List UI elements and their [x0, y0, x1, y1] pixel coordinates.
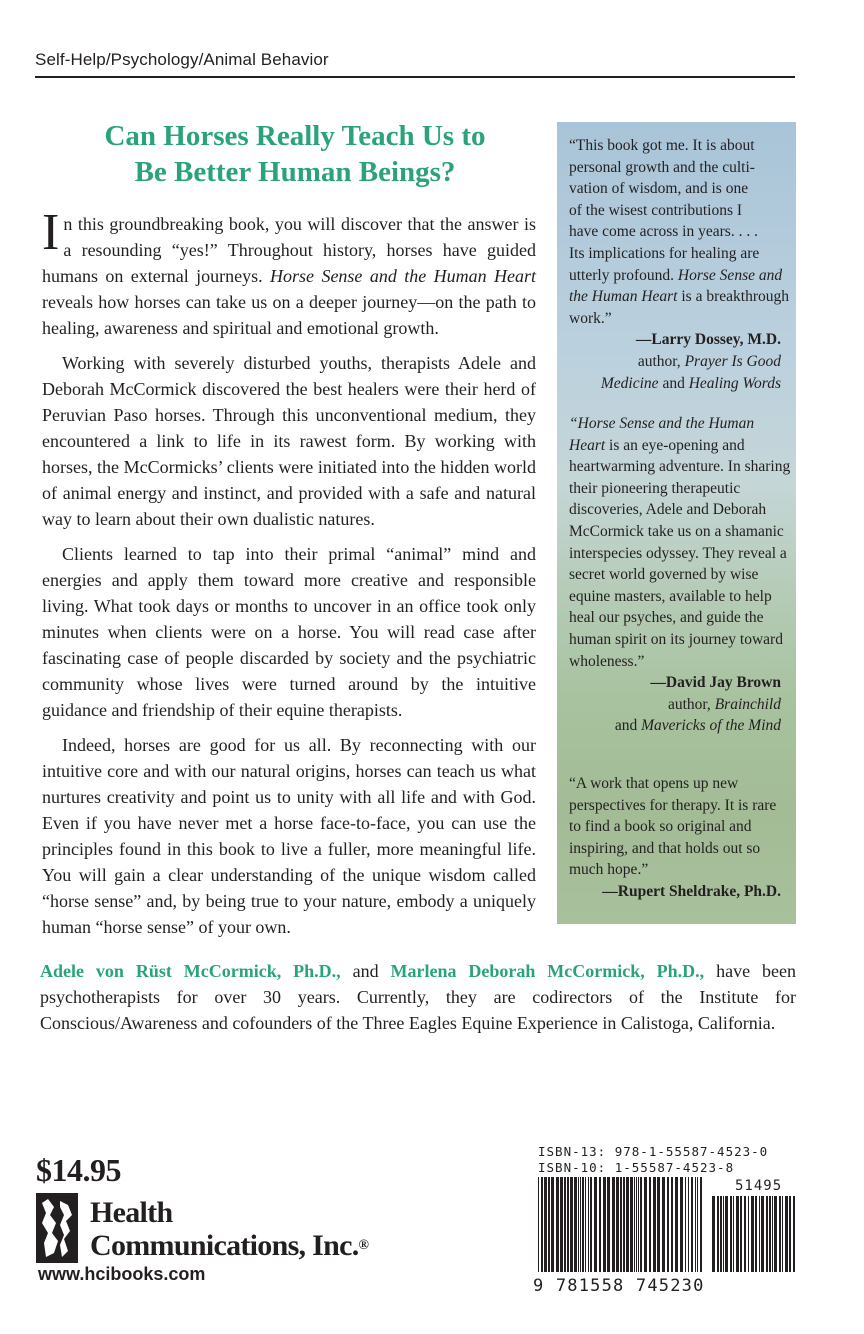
barcode-bar: [580, 1177, 581, 1272]
barcode-bar: [564, 1177, 566, 1272]
q3-attribution-name: —Rupert Sheldrake, Ph.D.: [602, 882, 781, 900]
description-paragraph-1: [42, 204, 536, 341]
q1-line: utterly profound.: [569, 266, 678, 284]
q1-line: of the wisest contributions I: [569, 201, 743, 219]
publisher-name: [90, 1196, 368, 1262]
q1-attribution-name: —Larry Dossey, M.D.: [635, 331, 781, 349]
barcode-bar: [662, 1177, 665, 1272]
barcode-bar: [574, 1177, 577, 1272]
testimonial-brown: [569, 413, 791, 737]
registered-mark: ®: [358, 1238, 369, 1253]
headline-line-1: Can Horses Really Teach Us to: [104, 120, 486, 152]
barcode-bar: [717, 1196, 719, 1272]
barcode-bar: [740, 1196, 742, 1272]
author-bio-text: have been psychotherapists for over 30 years. Currently, they are codirectors of the Institute for Conscious/Awareness and cofounders of the Three Eagles Equine Experience in Calistoga, California.: [40, 961, 796, 1033]
barcode-bar: [748, 1196, 749, 1272]
barcode-bar: [556, 1177, 559, 1272]
p1-text-after: reveals how horses can take us on a deeper journey—on the path to healing, awareness and spiritual and emotional growth.: [42, 292, 536, 338]
barcode-bar: [544, 1177, 547, 1272]
author-bio-and: and: [340, 961, 391, 981]
q2-quote-text: [569, 413, 791, 672]
barcode-bar: [551, 1177, 554, 1272]
description-paragraph-2: Working with severely disturbed youths, therapists Adele and Deborah McCormick discovered the best healers were their herd of Peruvian Paso horses. Through this unconventional medium, they encountered a link to life in its rawest form. By working with horses, the McCormicks’ clients were initiated into the hidden world of animal energy and instinct, and provided with a safe and natural way to learn about their own dualistic natures.: [42, 353, 536, 529]
price-code: 51495: [735, 1178, 783, 1194]
barcode-bar: [644, 1177, 647, 1272]
description-paragraph-4: Indeed, horses are good for us all. By reconnecting with our intuitive core and with our natural origins, horses can teach us what nurtures creativity and point us to unity with all life and with God. Even if you have never met a horse face-to-face, you can use the principles found in this book to live a fuller, more meaningful life. You will gain a clear understanding of the unique wisdom called “horse sense” and, by being true to your nature, embody a uniquely human “horse sense” of your own.: [42, 735, 536, 937]
q1-tail: [569, 265, 791, 330]
q1-role-prefix: author,: [637, 352, 685, 370]
q1-role-title: Prayer Is Good: [684, 352, 781, 370]
barcode-bar: [578, 1177, 579, 1272]
barcode-bar: [570, 1177, 573, 1272]
barcode-bar: [623, 1177, 625, 1272]
barcode-bar: [691, 1177, 693, 1272]
q1-attribution-role: [569, 351, 791, 373]
author-bio: [40, 958, 796, 1036]
q2-role-title: Brainchild: [714, 695, 781, 713]
p1-text-before: n this groundbreaking book, you will discover that the answer is a resounding “yes!” Throughout history, horses have guided humans on external journeys.: [42, 214, 536, 286]
barcode-bar: [755, 1196, 757, 1272]
barcode-bar: [538, 1177, 539, 1272]
barcode-bar: [725, 1196, 728, 1272]
testimonial-sheldrake: [569, 773, 791, 903]
barcode-bar: [548, 1177, 550, 1272]
barcode-bar: [594, 1177, 597, 1272]
barcode-bar: [720, 1196, 722, 1272]
barcode-bar: [653, 1177, 656, 1272]
publisher-url: www.hcibooks.com: [38, 1264, 206, 1284]
barcode-bar: [560, 1177, 563, 1272]
barcode-bar: [759, 1196, 760, 1272]
q1-role-title: Medicine: [600, 374, 659, 392]
barcode-bar: [680, 1177, 683, 1272]
barcode-bar: [667, 1177, 669, 1272]
barcode-bar: [626, 1177, 629, 1272]
barcode-bar: [688, 1177, 689, 1272]
isbn-10: ISBN-10: 1-55587-4523-8: [538, 1160, 735, 1175]
q1-role-title: Healing Words: [688, 374, 781, 392]
barcode-bar: [634, 1177, 635, 1272]
barcode-bar: [638, 1177, 639, 1272]
q2-role-and: and: [614, 717, 642, 735]
barcode-bar: [612, 1177, 615, 1272]
barcode-bar: [649, 1177, 651, 1272]
headline-line-2: Be Better Human Beings?: [134, 156, 456, 188]
barcode-bar: [772, 1196, 773, 1272]
price-barcode: [712, 1196, 796, 1272]
drop-cap: I: [42, 204, 60, 261]
category-label: Self-Help/Psychology/Animal Behavior: [35, 50, 329, 69]
barcode-bar: [620, 1177, 622, 1272]
barcode-bar: [785, 1196, 788, 1272]
barcode-bar: [541, 1177, 543, 1272]
barcode-bar: [588, 1177, 589, 1272]
testimonial-sidebar: [557, 122, 796, 924]
q2-role-prefix: author,: [667, 695, 715, 713]
barcode-bar: [730, 1196, 732, 1272]
q2-role-title: Mavericks of the Mind: [641, 717, 781, 735]
barcode-bar: [700, 1177, 702, 1272]
barcode-bar: [789, 1196, 791, 1272]
description-body: [42, 204, 536, 949]
barcode-bar: [599, 1177, 601, 1272]
barcode-bar: [744, 1196, 746, 1272]
q1-attribution-role-2: [569, 373, 791, 395]
q1-line: Its implications for healing are: [569, 244, 760, 262]
barcode-bar: [793, 1196, 795, 1272]
barcode-bar: [695, 1177, 696, 1272]
barcode-bar: [675, 1177, 678, 1272]
barcode-bar: [582, 1177, 584, 1272]
q1-role-and: and: [658, 374, 689, 392]
q1-book-title: Horse Sense and the Human Heart: [569, 266, 783, 306]
barcode-bar: [585, 1177, 586, 1272]
barcode-bar: [640, 1177, 642, 1272]
barcode-bar: [685, 1177, 686, 1272]
publisher-line-2: [90, 1229, 368, 1262]
description-paragraph-3: Clients learned to tap into their primal “animal” mind and energies and apply them toward more creative and responsible living. What took days or months to uncover in an office took only minutes when clients were on a horse. You will read case after fascinating case of people discarded by society and the psychiatric community whose lives were turned around by the intuitive guidance and friendship of their equine therapists.: [42, 544, 536, 720]
hci-logo-icon: [36, 1193, 78, 1263]
q2-attribution-role-2: [569, 715, 791, 737]
barcode-bar: [733, 1196, 734, 1272]
author-name-1: Adele von Rüst McCormick, Ph.D.,: [40, 961, 341, 981]
barcode-bar: [636, 1177, 637, 1272]
q1-line: “This book got me. It is about: [569, 137, 755, 154]
barcode-bar: [607, 1177, 610, 1272]
q1-tail-text: is a breakthrough work.”: [569, 288, 789, 327]
barcode-bar: [761, 1196, 764, 1272]
testimonial-dossey: [569, 135, 791, 394]
barcode-bar: [671, 1177, 673, 1272]
category-rule: [35, 76, 795, 78]
barcode-bar: [657, 1177, 660, 1272]
barcode-bar: [712, 1196, 715, 1272]
isbn-13: ISBN-13: 978-1-55587-4523-0: [538, 1144, 769, 1159]
q2-attribution-role: [569, 694, 791, 716]
q1-line: have come across in years. . . .: [569, 223, 758, 241]
barcode-bar: [567, 1177, 569, 1272]
headline: [40, 118, 550, 190]
barcode-bar: [774, 1196, 777, 1272]
q3-quote-text: “A work that opens up new perspectives for therapy. It is rare to find a book so original and inspiring, and that holds out so much hope.”: [569, 775, 777, 879]
q2-book-title: “Horse Sense and the Human Heart: [569, 415, 755, 454]
barcode-bar: [751, 1196, 754, 1272]
barcode-bar: [782, 1196, 783, 1272]
price: $14.95: [36, 1152, 121, 1188]
q2-attribution-name: —David Jay Brown: [650, 674, 781, 692]
barcode-bar: [616, 1177, 619, 1272]
publisher-line-1: Health: [90, 1196, 173, 1229]
q1-line: personal growth and the culti-: [569, 158, 755, 176]
barcode-bar: [779, 1196, 781, 1272]
p1-book-title: Horse Sense and the Human Heart: [270, 266, 536, 286]
barcode-bar: [603, 1177, 606, 1272]
ean-digits: 9 781558 745230: [533, 1276, 705, 1296]
barcode-bar: [697, 1177, 698, 1272]
barcode-bar: [736, 1196, 739, 1272]
isbn-block: [538, 1144, 798, 1176]
barcode-bar: [766, 1196, 768, 1272]
q1-line: vation of wisdom, and is one: [569, 180, 749, 198]
barcode-bar: [630, 1177, 633, 1272]
ean-barcode: [538, 1177, 702, 1272]
barcode-bar: [769, 1196, 771, 1272]
publisher-line-2-text: Communications, Inc.: [90, 1229, 359, 1262]
barcode-bar: [590, 1177, 592, 1272]
barcode-bar: [723, 1196, 724, 1272]
q2-text: is an eye-opening and heartwarming adventure. In sharing their pioneering therapeutic discoveries, Adele and Deborah McCormick take us on a shamanic interspecies odyssey. They reveal a secret world governed by wise equine masters, available to help heal our psyches, and guide the human spirit on its journey toward wholeness.”: [569, 436, 791, 670]
author-name-2: Marlena Deborah McCormick, Ph.D.,: [390, 961, 705, 981]
